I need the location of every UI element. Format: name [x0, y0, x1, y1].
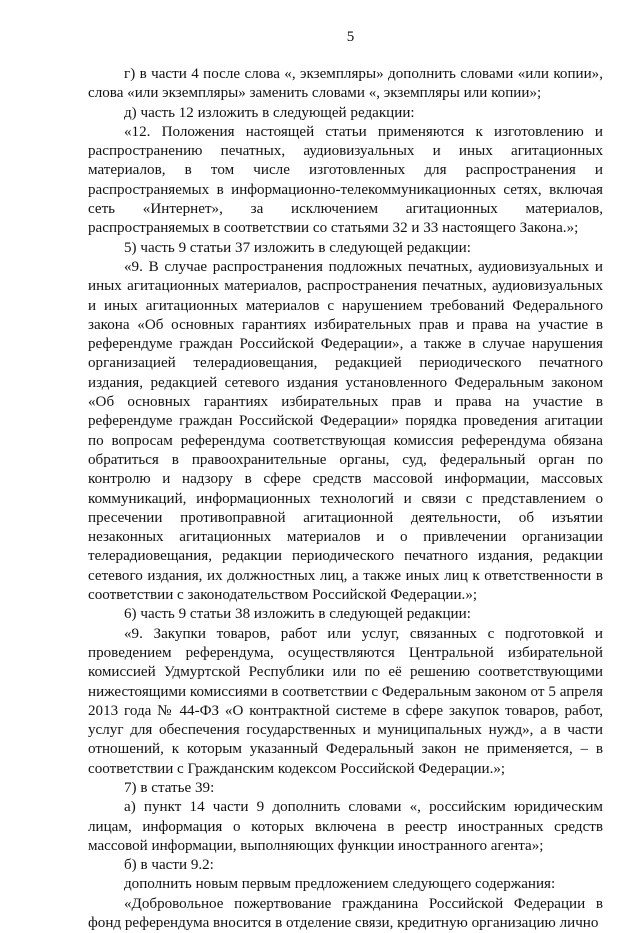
paragraph-4g: г) в части 4 после слова «, экземпляры» дополнить словами «или копии», слова «или экземпляры» заменить словами «, экземпляры или копии»; — [88, 66, 603, 102]
paragraph-5: 5) часть 9 статьи 37 изложить в следующей редакции: — [124, 239, 471, 256]
quote-donation: «Добровольное пожертвование гражданина Российской Федерации в фонд референдума вносится в отделение связи, кредитную организацию лично — [88, 895, 603, 932]
paragraph-7b: б) в части 9.2: — [124, 857, 214, 874]
paragraph-7a: а) пункт 14 части 9 дополнить словами «, российским юридическим лицам, информация о которых включена в реестр иностранных средств массовой информации, выполняющих функции иностранного агента»; — [88, 799, 603, 854]
paragraph-7: 7) в статье 39: — [124, 779, 215, 796]
paragraph-add-sentence: дополнить новым первым предложением следующего содержания: — [124, 876, 556, 893]
quote-part-12: «12. Положения настоящей статьи применяются к изготовлению и распространению печатных, аудиовизуальных и иных агитационных материалов, в том числе изготовленных для распространения и распространяемых в информационно-телекоммуникационных сетях, включая сеть «Интернет», за исключением агитационных материалов, распространяемых в соответствии со статьями 32 и 33 настоящего Закона.»; — [88, 123, 603, 237]
page-number: 5 — [346, 29, 355, 45]
paragraph-4d: д) часть 12 изложить в следующей редакции: — [124, 104, 415, 121]
quote-art37-part9: «9. В случае распространения подложных печатных, аудиовизуальных и иных агитационных материалов, распространения печатных, аудиовизуальных и иных агитационных материалов с нарушением требований Федерального закона «Об основных гарантиях избирательных прав и права на участие в референдуме граждан Российской Федерации», а также в случае нарушения организацией телерадиовещания, редакцией периодического печатного издания, редакцией сетевого издания установленного Федеральным законом «Об основных гарантиях избирательных прав и права на участие в референдуме граждан Российской Федерации» порядка проведения агитации по вопросам референдума соответствующая комиссия референдума обязана обратиться в правоохранительные органы, суд, федеральный орган по контролю и надзору в сфере средств массовой информации, массовых коммуникаций, информационных технологий и связи с представлением о пресечении противоправной агитационной деятельности, об изъятии незаконных агитационных материалов и о привлечении организации телерадиовещания, редакции периодического печатного издания, редакции сетевого издания, их должностных лиц, а также иных лиц к ответственности в соответствии с законодательством Российской Федерации.»; — [88, 258, 603, 604]
paragraph-6: 6) часть 9 статьи 38 изложить в следующей редакции: — [124, 606, 471, 623]
quote-art38-part9: «9. Закупки товаров, работ или услуг, связанных с подготовкой и проведением референдума, осуществляются Центральной избирательной комиссией Удмуртской Республики или по её решению соответствующими нижестоящими комиссиями в соответствии с Федеральным законом от 5 апреля 2013 года № 44-ФЗ «О контрактной системе в сфере закупок товаров, работ, услуг для обеспечения государственных и муниципальных нужд», а в части отношений, к которым указанный Федеральный закон не применяется, – в соответствии с Гражданским кодексом Российской Федерации.»; — [88, 625, 603, 777]
